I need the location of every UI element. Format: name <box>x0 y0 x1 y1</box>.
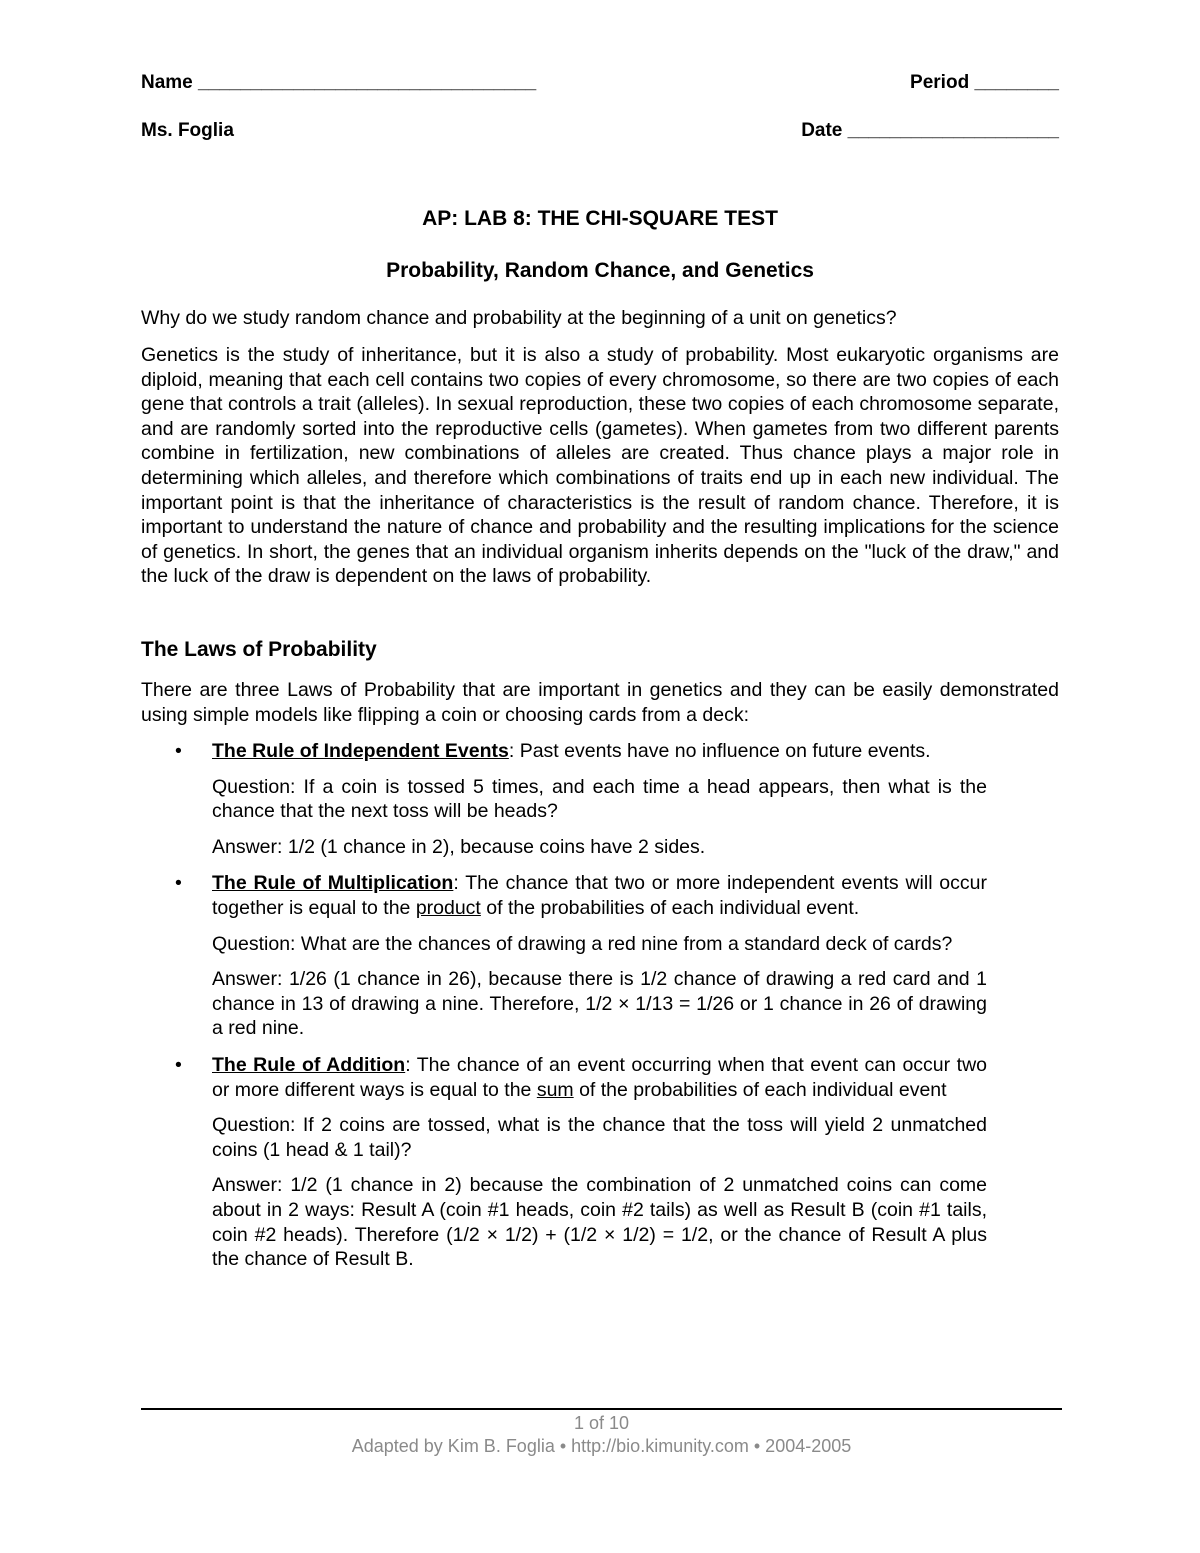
period-label: Period <box>910 72 970 93</box>
date-blank[interactable]: ____________________ <box>847 120 1059 141</box>
bullet-icon: • <box>175 872 182 895</box>
intro-question: Why do we study random chance and probability at the beginning of a unit on genetics? <box>141 307 897 329</box>
rules-list <box>141 739 987 1284</box>
name-field[interactable] <box>141 72 536 94</box>
rule-emphasis: sum <box>536 1078 574 1101</box>
rule-item-multiplication <box>141 871 987 1041</box>
bullet-icon: • <box>175 740 182 762</box>
name-blank[interactable]: ________________________________ <box>198 72 537 93</box>
rule-answer: Answer: 1/26 (1 chance in 26), because there is 1/2 chance of drawing a red card and 1 chance in 13 of drawing a nine. Therefore, 1/2 × 1/13 = 1/26 or 1 chance in 26 of drawing a red nine. <box>212 968 987 1040</box>
rule-desc: : Past events have no influence on future events. <box>508 740 931 762</box>
rule-description <box>212 1053 987 1102</box>
footer-divider <box>141 1408 1062 1410</box>
section-intro: There are three Laws of Probability that are important in genetics and they can be easily demonstrated using simple models like flipping a coin or choosing cards from a deck: <box>141 679 1059 726</box>
rule-question: Question: If a coin is tossed 5 times, and each time a head appears, then what is the chance that the next toss will be heads? <box>212 775 987 823</box>
rule-emphasis: product <box>415 896 481 919</box>
rule-name: The Rule of Independent Events <box>212 740 509 762</box>
footer-credit: Adapted by Kim B. Foglia • http://bio.kimunity.com • 2004-2005 <box>351 1436 852 1456</box>
rule-desc: : The chance of an event occurring when that event can occur two or more different ways is equal to the <box>212 1053 987 1101</box>
rule-question: Question: If 2 coins are tossed, what is the chance that the toss will yield 2 unmatched coins (1 head & 1 tail)? <box>212 1114 987 1161</box>
rule-name: The Rule of Multiplication <box>212 872 454 895</box>
page-number: 1 of 10 <box>573 1413 630 1433</box>
rule-description <box>212 871 987 920</box>
teacher-name: Ms. Foglia <box>141 120 234 141</box>
rule-desc-end: of the probabilities of each individual event. <box>480 896 860 919</box>
rule-answer: Answer: 1/2 (1 chance in 2) because the combination of 2 unmatched coins can come about in 2 ways: Result A (coin #1 heads, coin #2 tails) as well as Result B (coin #1 tails, coin #2 heads). Therefore (1/2 × 1/2) + (1/2 × 1/2) = 1/2, or the chance of Result A plus the chance of Result B. <box>212 1174 987 1271</box>
rule-desc: : The chance that two or more independent events will occur together is equal to the <box>212 872 987 919</box>
date-field[interactable] <box>801 120 1059 142</box>
period-blank[interactable]: ________ <box>974 72 1059 93</box>
rule-question: Question: What are the chances of drawing a red nine from a standard deck of cards? <box>212 932 953 955</box>
rule-item-independent <box>141 739 987 859</box>
rule-item-addition <box>141 1053 987 1272</box>
rule-description <box>212 739 987 764</box>
section-heading: The Laws of Probability <box>141 638 377 661</box>
name-label: Name <box>141 72 193 93</box>
page-title: AP: LAB 8: THE CHI-SQUARE TEST <box>422 207 778 230</box>
date-label: Date <box>801 120 843 141</box>
rule-name: The Rule of Addition <box>212 1053 406 1076</box>
intro-paragraph: Genetics is the study of inheritance, but it is also a study of probability. Most eukaryotic organisms are diploid, meaning that each cell contains two copies of every chromosome, so there are two copies of each gene that controls a trait (alleles). In sexual reproduction, these two copies of each chromosome separate, and are randomly sorted into the reproductive cells (gametes). When gametes from two different parents combine in fertilization, new combinations of alleles are created. Thus chance plays a major role in determining which alleles, and therefore which combinations of traits end up in each new individual. The important point is that the inheritance of characteristics is the result of random chance. Therefore, it is important to understand the nature of chance and probability and the resulting implications for the science of genetics. In short, the genes that an individual organism inherits depends on the "luck of the draw," and the luck of the draw is dependent on the laws of probability. <box>141 344 1059 588</box>
period-field[interactable] <box>910 72 1059 94</box>
page-subtitle: Probability, Random Chance, and Genetics <box>386 259 814 282</box>
rule-answer: Answer: 1/2 (1 chance in 2), because coins have 2 sides. <box>212 835 706 858</box>
bullet-icon: • <box>175 1053 182 1076</box>
rule-desc-end: of the probabilities of each individual event <box>573 1078 947 1101</box>
